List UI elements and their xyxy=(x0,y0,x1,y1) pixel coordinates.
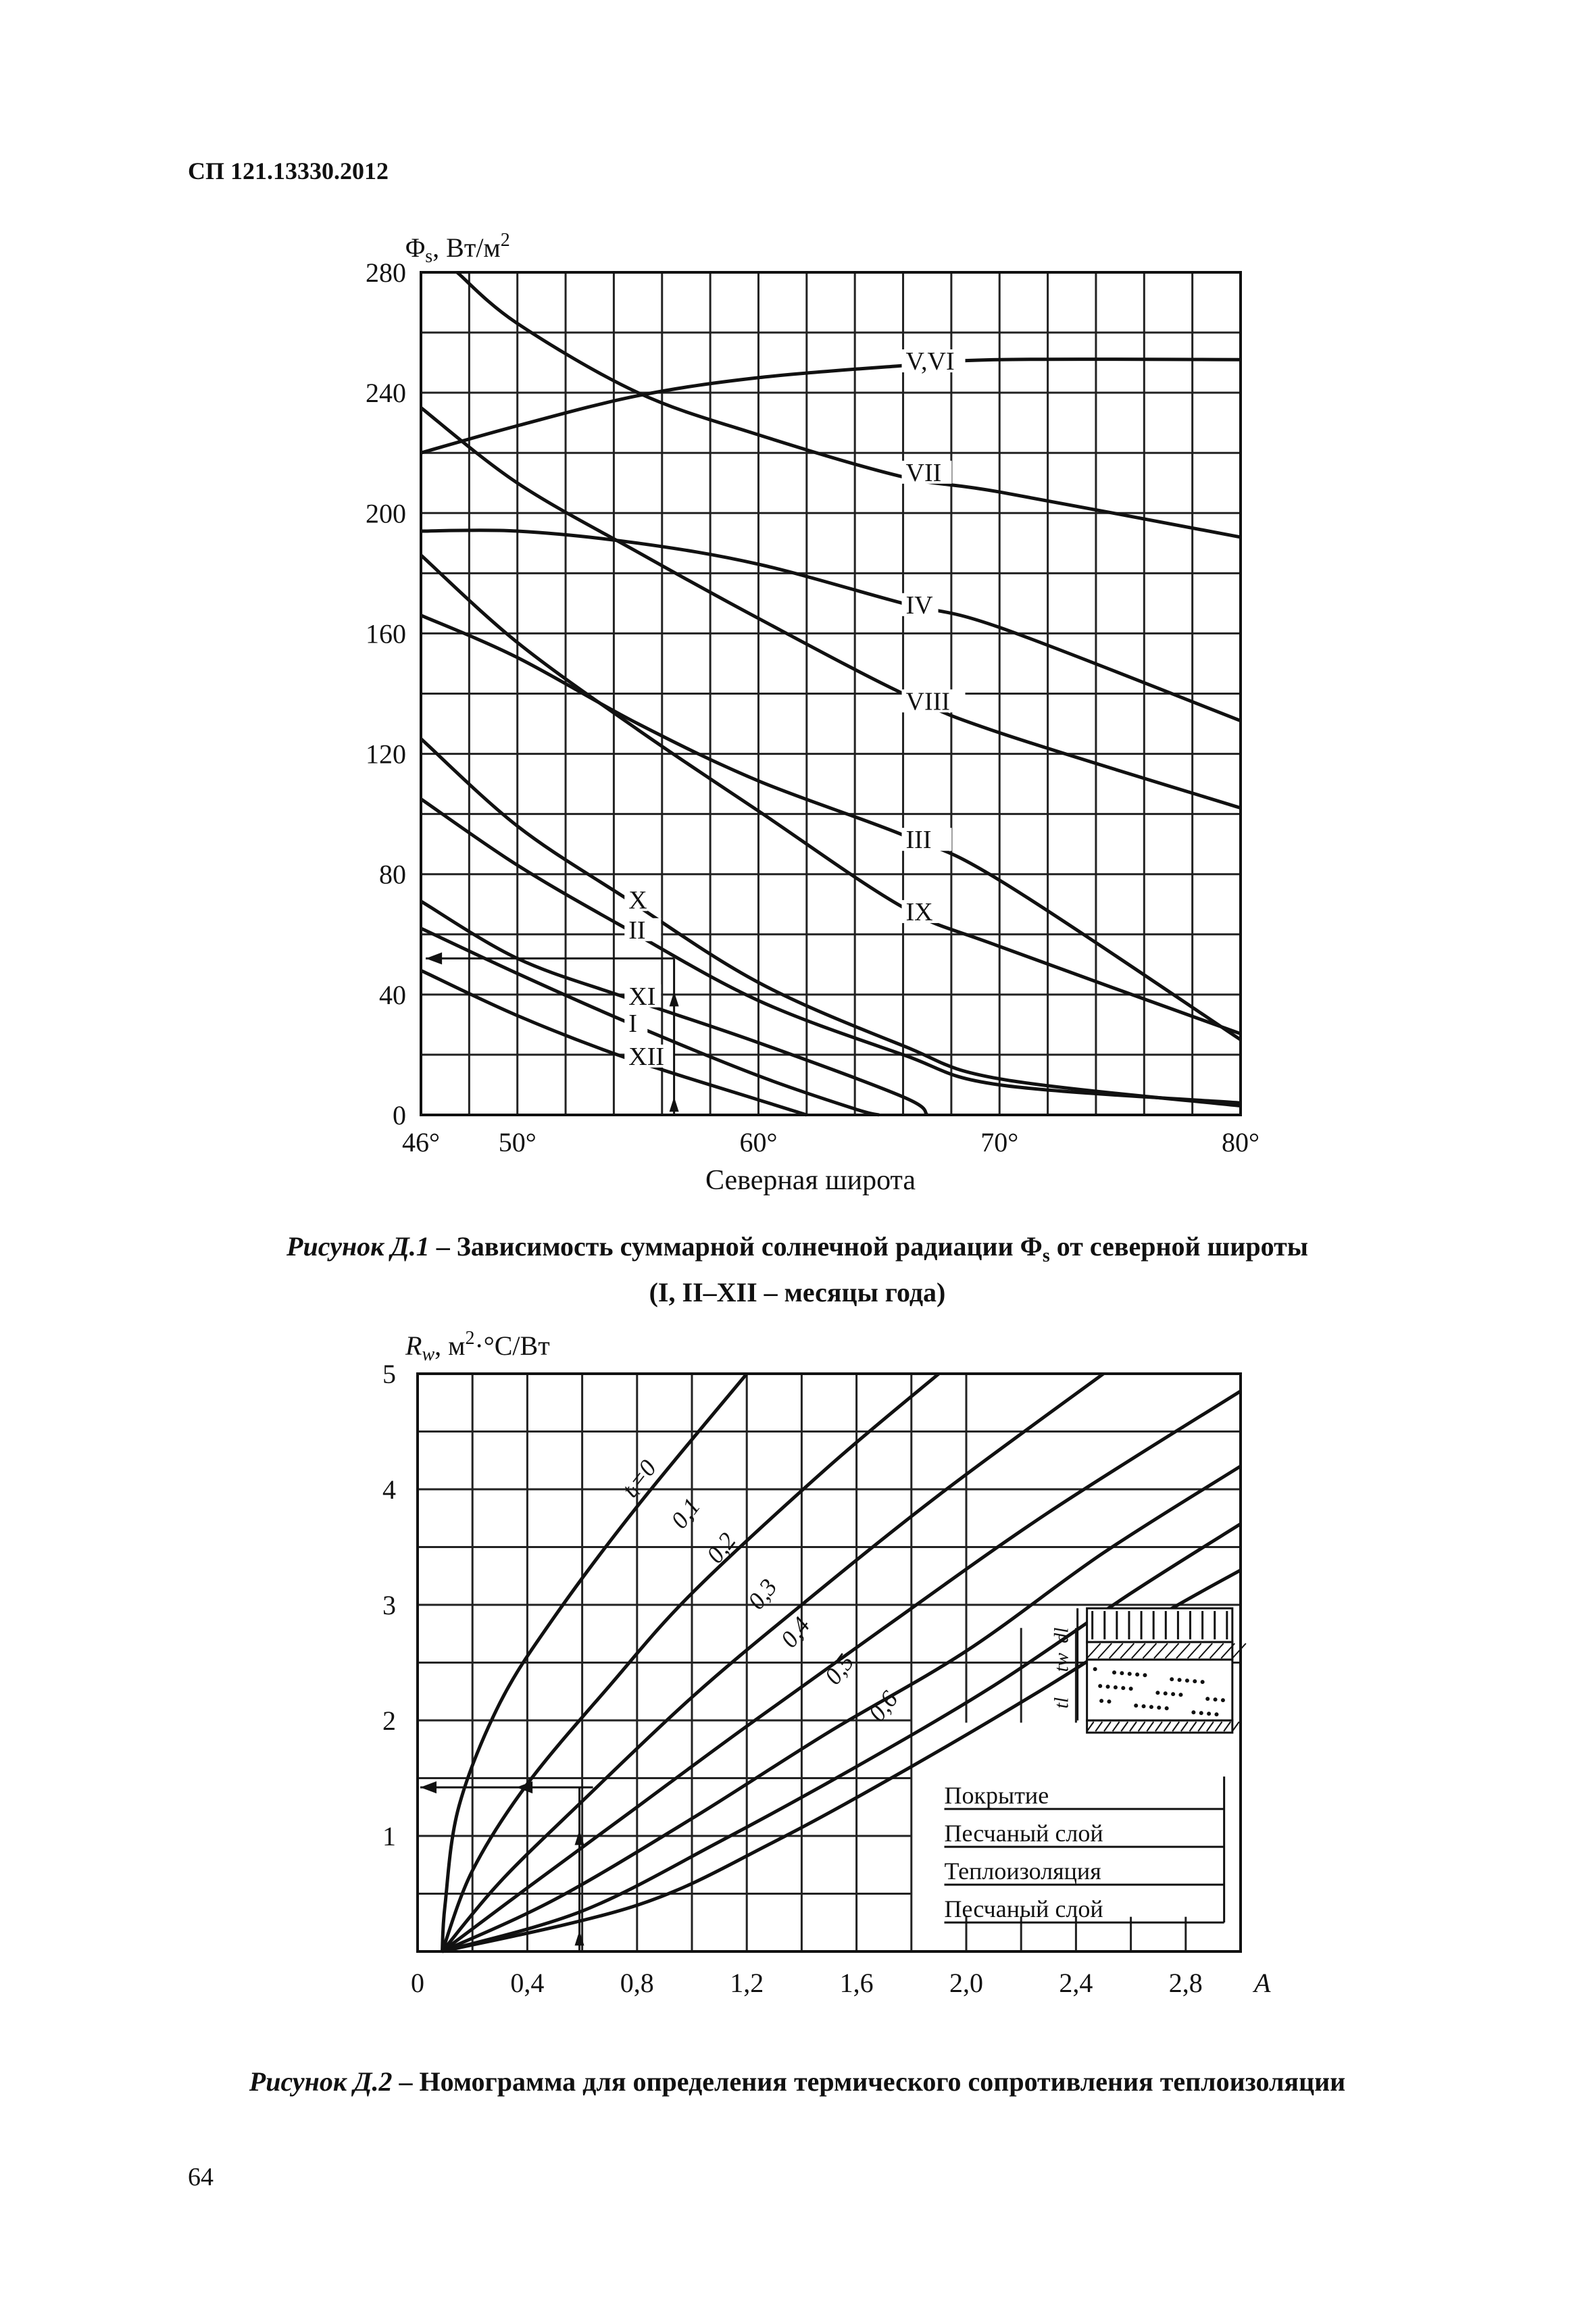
figure-1-x-tick-label: 46° xyxy=(402,1127,440,1158)
figure-2-x-tick-label: 2,4 xyxy=(1059,1968,1093,1998)
figure-2-legend-entry: Песчаный слой xyxy=(944,1895,1103,1923)
figure-2-caption xyxy=(108,2064,1487,2100)
figure-2-x-tick-label: 1,2 xyxy=(730,1968,764,1998)
figure-1-y-tick-label: 120 xyxy=(366,739,406,770)
figure-2-inset-dot xyxy=(1099,1699,1103,1703)
figure-2-inset-dot xyxy=(1120,1671,1124,1675)
figure-2-inset-dot xyxy=(1170,1677,1174,1681)
figure-1-series-line xyxy=(421,530,1241,721)
figure-2-y-tick-label: 3 xyxy=(382,1590,396,1620)
figure-2-inset-dot xyxy=(1199,1711,1203,1715)
figure-1-caption-text: – Зависимость суммарной солнечной радиации Φ xyxy=(429,1231,1043,1262)
figure-1-series-label: II xyxy=(628,916,646,945)
figure-2-inset-dot xyxy=(1098,1684,1102,1688)
figure-2-series-label: 0,3 xyxy=(742,1574,782,1615)
document-id: СП 121.13330.2012 xyxy=(188,157,389,184)
figure-2-inset-dot xyxy=(1142,1704,1146,1708)
figure-1-x-tick-label: 60° xyxy=(739,1127,778,1158)
figure-2-inset-insulation-layer xyxy=(1087,1660,1232,1720)
figure-2-x-tick-label: 0,8 xyxy=(620,1968,654,1998)
figure-1-y-tick-label: 80 xyxy=(379,859,406,890)
figure-2-inset-dot xyxy=(1221,1698,1225,1702)
figure-1-series-label: IX xyxy=(905,898,933,927)
figure-2-inset-dot xyxy=(1207,1712,1211,1716)
figure-2-inset-dot xyxy=(1129,1687,1133,1691)
figure-2-series-label: 0,5 xyxy=(819,1649,859,1690)
figure-2-inset-dot xyxy=(1214,1712,1218,1716)
figure-2-x-tick-label: 0,4 xyxy=(510,1968,545,1998)
figure-2-y-tick-label: 5 xyxy=(382,1359,396,1389)
figure-1-series-label: IV xyxy=(905,591,933,620)
figure-1-series-line xyxy=(421,359,1241,453)
figure-2-inset-dot xyxy=(1165,1706,1169,1710)
figure-1-series-label: XII xyxy=(628,1042,665,1071)
figure-2-inset-dot xyxy=(1149,1705,1153,1709)
figure-1-x-tick-label: 70° xyxy=(980,1127,1019,1158)
figure-2-series-label: 0,6 xyxy=(863,1685,903,1726)
figure-2-caption-text: – Номограмма для определения термического сопротивления теплоизоляции xyxy=(392,2066,1346,2097)
figure-2-inset-dot xyxy=(1143,1673,1147,1677)
figure-1-series-line xyxy=(457,272,1241,537)
figure-1-series-label: XI xyxy=(628,982,656,1011)
figure-2-inset-dot xyxy=(1201,1680,1205,1684)
figure-1-series-label: VIII xyxy=(905,687,950,716)
figure-2-legend-entry: Песчаный слой xyxy=(944,1820,1103,1847)
figure-2-x-axis-title: A xyxy=(1254,1968,1271,1998)
figure-2-inset-dot xyxy=(1128,1672,1132,1676)
figure-2-inset-dot xyxy=(1171,1692,1175,1696)
figure-2-series-label: 0,2 xyxy=(701,1527,741,1568)
figure-2-y-tick-label: 4 xyxy=(382,1474,396,1505)
figure-1-y-tick-label: 200 xyxy=(366,498,406,529)
figure-1-series-label: III xyxy=(905,826,932,855)
figure-1-number: Рисунок Д.1 xyxy=(286,1231,430,1262)
figure-1-caption-tail: от северной широты xyxy=(1049,1231,1308,1262)
figure-2-inset-label: tl xyxy=(1050,1697,1073,1709)
figure-2-inset-cover-layer xyxy=(1087,1608,1232,1642)
figure-2-y-axis-title: $R_w$, $м^2\cdot^\circ С/Вт$ xyxy=(405,1328,550,1365)
figure-2-inset-dot xyxy=(1164,1691,1168,1695)
figure-2-inset-label: tw xyxy=(1050,1652,1073,1672)
figure-1-caption xyxy=(108,1228,1487,1311)
figure-2-inset-dot xyxy=(1134,1703,1138,1708)
figure-2-inset-dot xyxy=(1205,1697,1210,1701)
figure-2-inset-dot xyxy=(1106,1685,1110,1689)
figure-2-series-label: 0,4 xyxy=(775,1612,816,1653)
figure-1-series-line xyxy=(421,739,1241,1105)
figure-1-y-tick-label: 0 xyxy=(393,1100,406,1130)
figure-2-inset-dot xyxy=(1114,1685,1118,1689)
figure-2-inset-dot xyxy=(1191,1710,1195,1714)
figure-2-number: Рисунок Д.2 xyxy=(249,2066,393,2097)
figure-1-x-tick-label: 50° xyxy=(498,1127,537,1158)
figure-2-inset-dot xyxy=(1214,1697,1218,1701)
figure-2-legend-entry: Теплоизоляция xyxy=(944,1858,1101,1885)
figure-2-series-label: 0,1 xyxy=(665,1493,706,1534)
figure-1-series-line xyxy=(421,555,1241,1034)
figure-1-y-tick-label: 280 xyxy=(366,257,406,288)
figure-1-y-tick-label: 240 xyxy=(366,378,406,409)
figure-1-x-axis-title: Северная широта xyxy=(705,1165,916,1196)
figure-2-inset-dot xyxy=(1178,1678,1182,1682)
figure-2-series-label: tᵢ=0 xyxy=(616,1454,662,1503)
figure-1-guide-arrowhead xyxy=(670,1097,679,1112)
figure-1-series-label: V,VI xyxy=(905,347,955,376)
figure-1-y-tick-label: 160 xyxy=(366,618,406,649)
figure-2-inset-hatch xyxy=(1232,1643,1246,1658)
figure-2-inset-dot xyxy=(1135,1672,1139,1676)
figure-1-x-tick-label: 80° xyxy=(1222,1127,1260,1158)
figure-2-x-tick-label: 1,6 xyxy=(839,1968,874,1998)
figure-1-series-label: X xyxy=(628,886,647,915)
figure-2-inset-dot xyxy=(1157,1706,1161,1710)
figure-1-chart xyxy=(366,230,1260,1196)
figure-2-chart xyxy=(382,1328,1271,1998)
page-number: 64 xyxy=(188,2163,214,2191)
figure-2-inset-dot xyxy=(1185,1678,1189,1683)
figure-2-y-tick-label: 1 xyxy=(382,1821,396,1851)
figure-2-guide-arrowhead xyxy=(420,1781,437,1793)
figure-2-guide-arrowhead xyxy=(516,1781,532,1793)
figure-2-x-tick-label: 0 xyxy=(411,1968,424,1998)
figure-2-y-tick-label: 2 xyxy=(382,1706,396,1736)
figure-1-caption-sub: s xyxy=(1042,1245,1050,1266)
figure-2-inset-label: dl xyxy=(1050,1627,1073,1643)
figure-2-inset-dot xyxy=(1155,1691,1159,1695)
figure-1-series-line xyxy=(421,407,1241,807)
figure-1-series-label: I xyxy=(628,1009,637,1038)
figure-1-series-label: VII xyxy=(905,458,942,487)
figure-1-y-axis-title: $\Phi_s$, $Вт/м^2$ xyxy=(405,230,510,267)
figure-1-guide-arrowhead xyxy=(426,952,442,964)
figure-1-series-line xyxy=(421,616,1241,1040)
figure-1-y-tick-label: 40 xyxy=(379,979,406,1010)
figure-2-inset-dot xyxy=(1121,1686,1125,1690)
figure-2-inset-dot xyxy=(1112,1670,1116,1674)
figure-2-inset-dot xyxy=(1093,1667,1097,1671)
figure-2-x-tick-label: 2,0 xyxy=(949,1968,983,1998)
figure-2-inset-dot xyxy=(1107,1699,1111,1703)
figure-2-legend-entry: Покрытие xyxy=(944,1782,1049,1810)
figure-2-inset-dot xyxy=(1178,1693,1182,1697)
figure-1-subtitle: (I, II–XII – месяцы года) xyxy=(649,1277,946,1308)
figure-2-x-tick-label: 2,8 xyxy=(1168,1968,1203,1998)
figure-2-inset-dot xyxy=(1193,1679,1197,1683)
